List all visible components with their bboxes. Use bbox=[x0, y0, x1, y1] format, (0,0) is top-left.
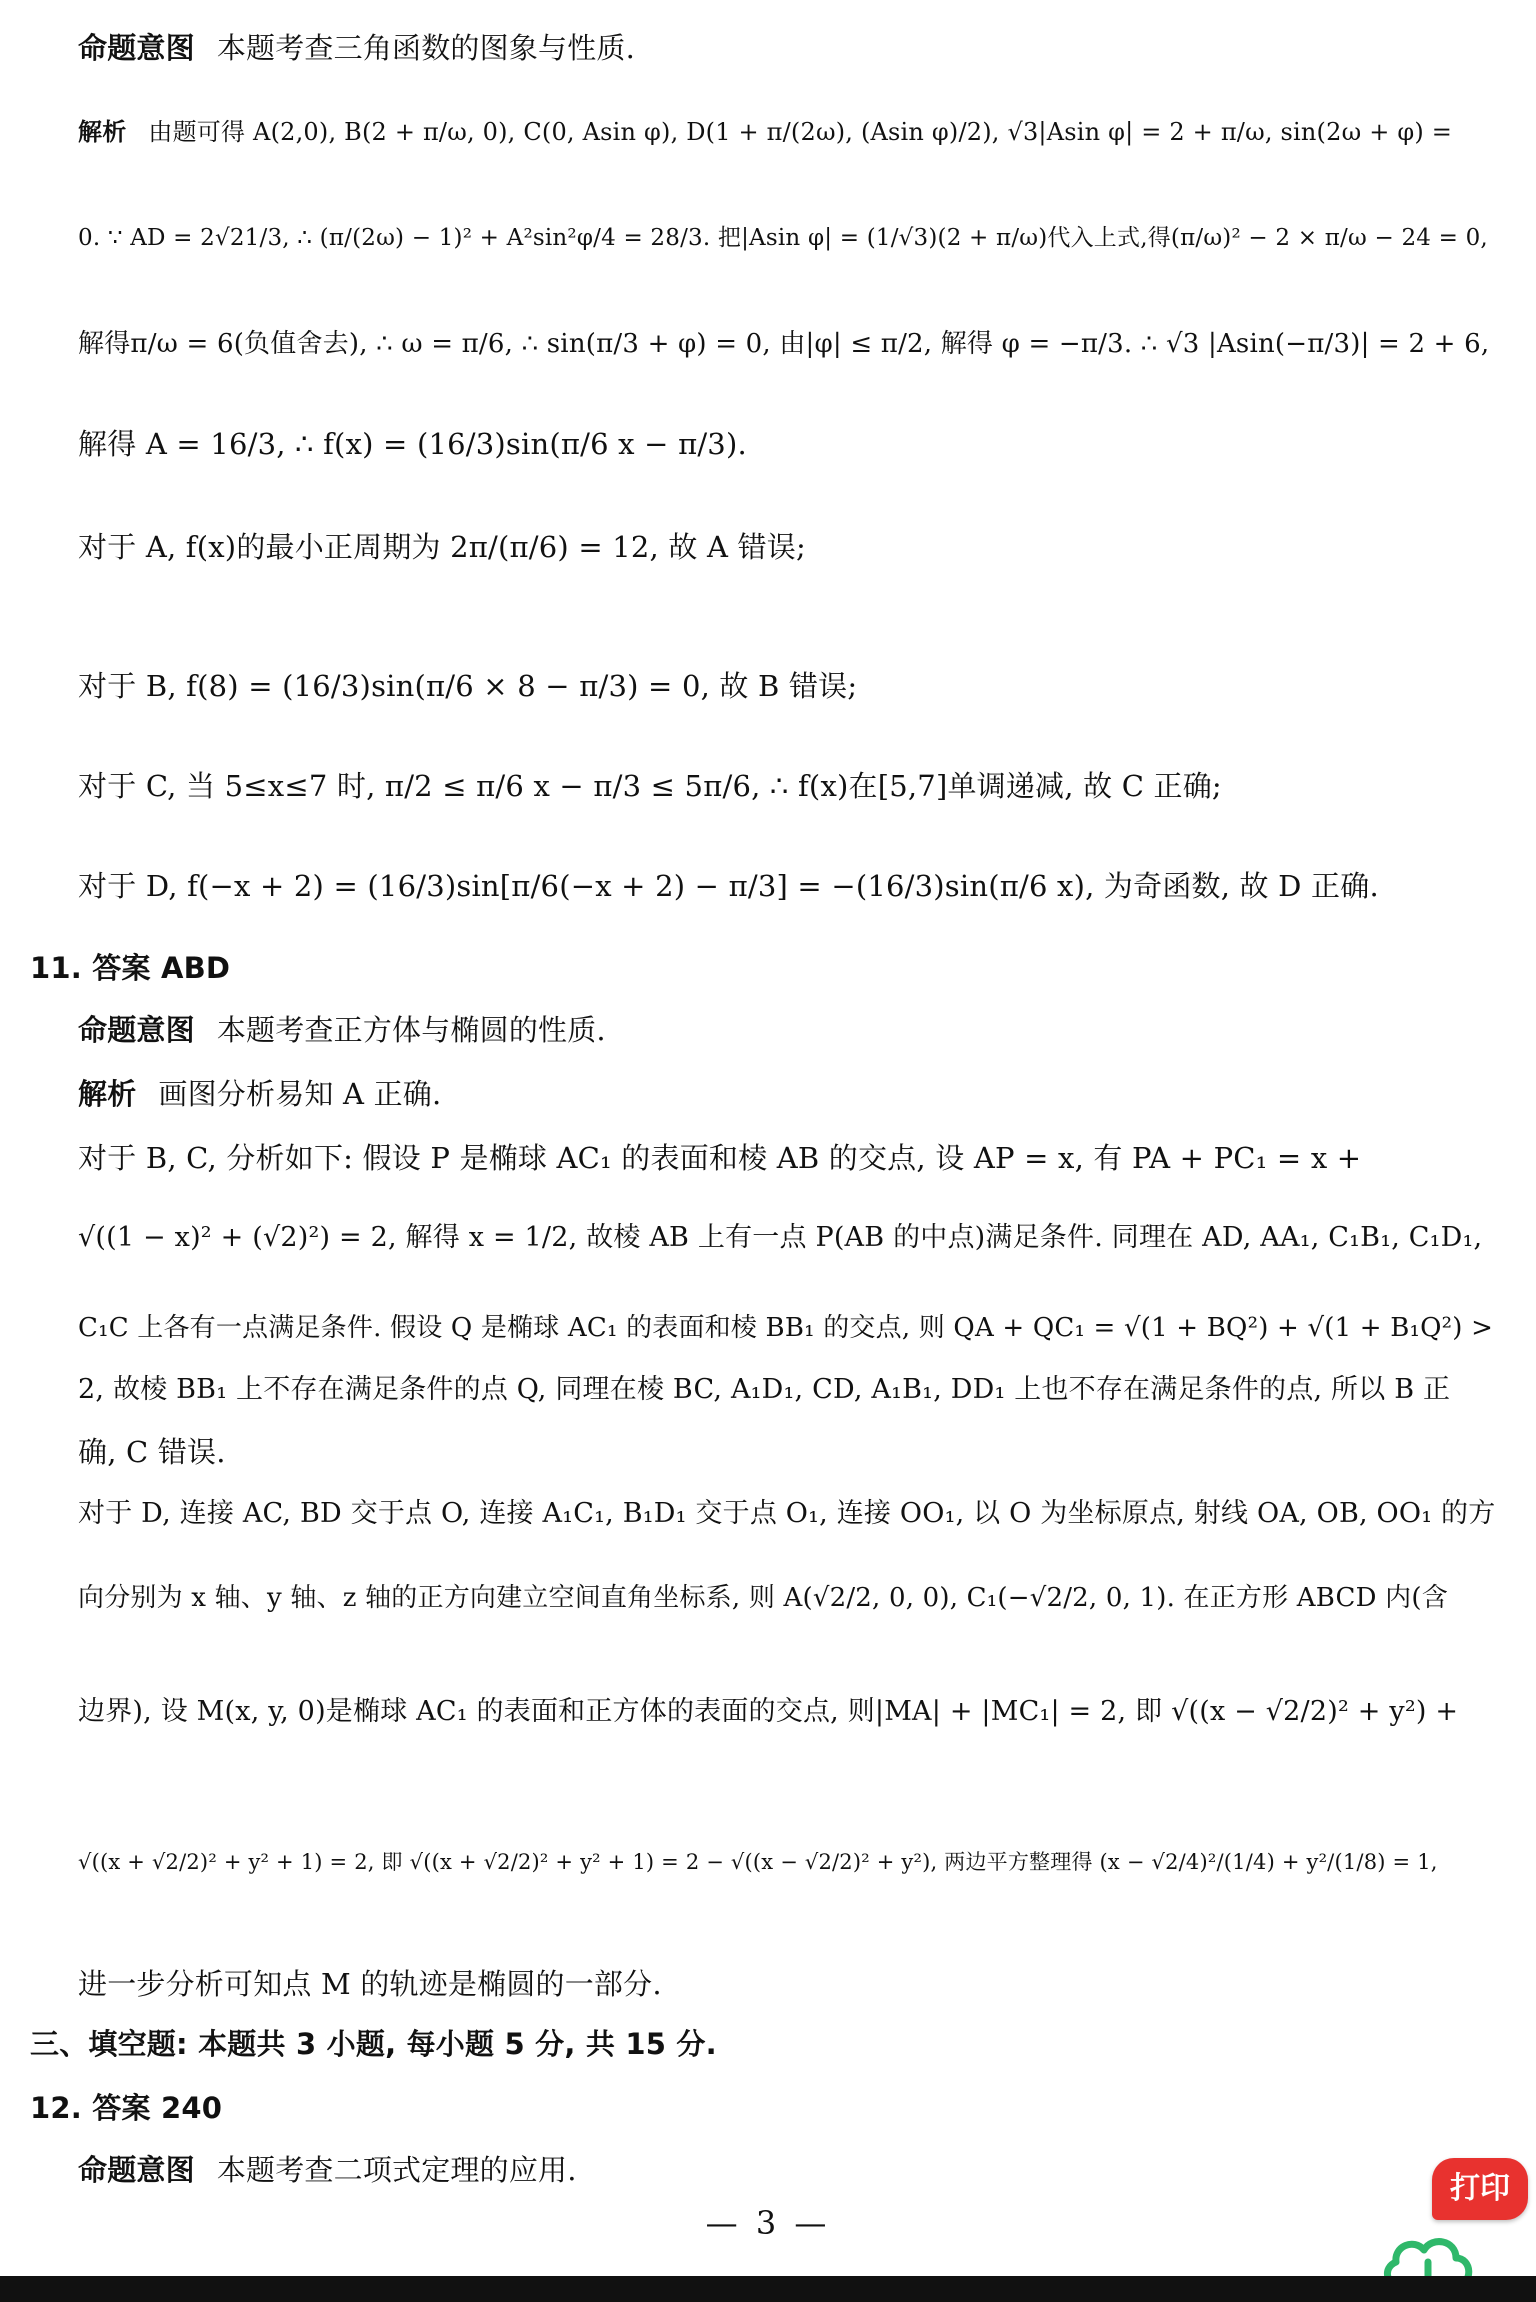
line-text: 对于 C, 当 5≤x≤7 时, π/2 ≤ π/6 x − π/3 ≤ 5π/6, ∴ f(x)在[5,7]单调递减, 故 C 正确; bbox=[78, 769, 1222, 803]
line-text: 对于 D, 连接 AC, BD 交于点 O, 连接 A₁C₁, B₁D₁ 交于点 O₁, 连接 OO₁, 以 O 为坐标原点, 射线 OA, OB, OO₁ 的方 bbox=[78, 1498, 1496, 1529]
section-label: 解析 bbox=[78, 118, 127, 146]
text-line bbox=[78, 1578, 1496, 1618]
line-text: 解得 A = 16/3, ∴ f(x) = (16/3)sin(π/6 x − π/3). bbox=[78, 427, 747, 461]
text-line bbox=[78, 866, 1496, 906]
text-line bbox=[78, 1074, 1496, 1114]
line-text: C₁C 上各有一点满足条件. 假设 Q 是椭球 AC₁ 的表面和棱 BB₁ 的交点, 则 QA + QC₁ = √(1 + BQ²) + √(1 + B₁Q²) > bbox=[78, 1313, 1494, 1343]
text-line bbox=[78, 28, 1496, 68]
text-line bbox=[78, 1308, 1496, 1348]
text-line bbox=[78, 1138, 1496, 1178]
line-text: 由题可得 A(2,0), B(2 + π/ω, 0), C(0, Asin φ), D(1 + π/(2ω), (Asin φ)/2), √3|Asin φ| = 2 + π/ω, sin(2ω + φ) = bbox=[148, 118, 1453, 146]
text-line bbox=[30, 2024, 1496, 2064]
text-line bbox=[78, 1218, 1496, 1258]
text-line bbox=[78, 1964, 1496, 2004]
text-line bbox=[78, 1842, 1496, 1882]
text-line bbox=[78, 324, 1496, 364]
text-line bbox=[78, 1010, 1496, 1050]
line-text: 三、填空题: 本题共 3 小题, 每小题 5 分, 共 15 分. bbox=[30, 2027, 717, 2061]
line-text: 向分别为 x 轴、y 轴、z 轴的正方向建立空间直角坐标系, 则 A(√2/2, 0, 0), C₁(−√2/2, 0, 1). 在正方形 ABCD 内(含 bbox=[78, 1583, 1448, 1613]
line-text: 进一步分析可知点 M 的轨迹是椭圆的一部分. bbox=[78, 1967, 662, 2001]
text-line bbox=[78, 1432, 1496, 1472]
text-line bbox=[78, 1370, 1496, 1410]
line-text: 本题考查正方体与椭圆的性质. bbox=[216, 1013, 606, 1047]
line-text: 解得π/ω = 6(负值舍去), ∴ ω = π/6, ∴ sin(π/3 + φ) = 0, 由|φ| ≤ π/2, 解得 φ = −π/3. ∴ √3 |Asin(−π/3)| = 2 + 6, bbox=[78, 329, 1490, 359]
bottom-bar bbox=[0, 2276, 1536, 2302]
text-line bbox=[78, 666, 1496, 706]
section-label: 命题意图 bbox=[78, 2153, 195, 2187]
line-text: 画图分析易知 A 正确. bbox=[158, 1077, 442, 1111]
line-text: 对于 B, C, 分析如下: 假设 P 是椭球 AC₁ 的表面和棱 AB 的交点, 设 AP = x, 有 PA + PC₁ = x + bbox=[78, 1141, 1362, 1175]
text-line bbox=[30, 948, 1496, 988]
print-button[interactable]: 打印 bbox=[1432, 2158, 1528, 2220]
text-line bbox=[78, 424, 1496, 464]
text-line bbox=[30, 2088, 1496, 2128]
section-label: 解析 bbox=[78, 1077, 137, 1111]
line-text: 0. ∵ AD = 2√21/3, ∴ (π/(2ω) − 1)² + A²sin²φ/4 = 28/3. 把|Asin φ| = (1/√3)(2 + π/ω)代入上式,得(π/ω)² − 2 × π/ω − 24 = 0, bbox=[78, 225, 1488, 251]
line-text: 2, 故棱 BB₁ 上不存在满足条件的点 Q, 同理在棱 BC, A₁D₁, CD, A₁B₁, DD₁ 上也不存在满足条件的点, 所以 B 正 bbox=[78, 1374, 1451, 1405]
text-line bbox=[78, 766, 1496, 806]
text-line bbox=[78, 1692, 1496, 1732]
section-label: 命题意图 bbox=[78, 31, 195, 65]
section-label: 命题意图 bbox=[78, 1013, 195, 1047]
page-number: — 3 — bbox=[705, 2204, 831, 2242]
line-text: 对于 A, f(x)的最小正周期为 2π/(π/6) = 12, 故 A 错误; bbox=[78, 530, 806, 564]
line-text: 本题考查二项式定理的应用. bbox=[216, 2153, 577, 2187]
line-text: 边界), 设 M(x, y, 0)是椭球 AC₁ 的表面和正方体的表面的交点, 则|MA| + |MC₁| = 2, 即 √((x − √2/2)² + y²) + bbox=[78, 1696, 1459, 1727]
text-line bbox=[78, 2150, 1496, 2190]
text-line bbox=[78, 218, 1496, 258]
line-text: 确, C 错误. bbox=[78, 1435, 226, 1469]
line-text: 本题考查三角函数的图象与性质. bbox=[216, 31, 636, 65]
text-line bbox=[78, 527, 1496, 567]
text-line bbox=[78, 112, 1496, 152]
line-text: 12. 答案 240 bbox=[30, 2091, 223, 2125]
line-text: 对于 B, f(8) = (16/3)sin(π/6 × 8 − π/3) = 0, 故 B 错误; bbox=[78, 669, 858, 703]
line-text: √((x + √2/2)² + y² + 1) = 2, 即 √((x + √2/2)² + y² + 1) = 2 − √((x − √2/2)² + y²), 两边平方整理得 (x − √2/4)²/(1/4) + y²/(1/8) = 1, bbox=[78, 1850, 1438, 1874]
line-text: √((1 − x)² + (√2)²) = 2, 解得 x = 1/2, 故棱 AB 上有一点 P(AB 的中点)满足条件. 同理在 AD, AA₁, C₁B₁, C₁D₁, bbox=[78, 1222, 1483, 1253]
text-line bbox=[78, 1494, 1496, 1534]
line-text: 11. 答案 ABD bbox=[30, 951, 231, 985]
line-text: 对于 D, f(−x + 2) = (16/3)sin[π/6(−x + 2) − π/3] = −(16/3)sin(π/6 x), 为奇函数, 故 D 正确. bbox=[78, 869, 1379, 903]
